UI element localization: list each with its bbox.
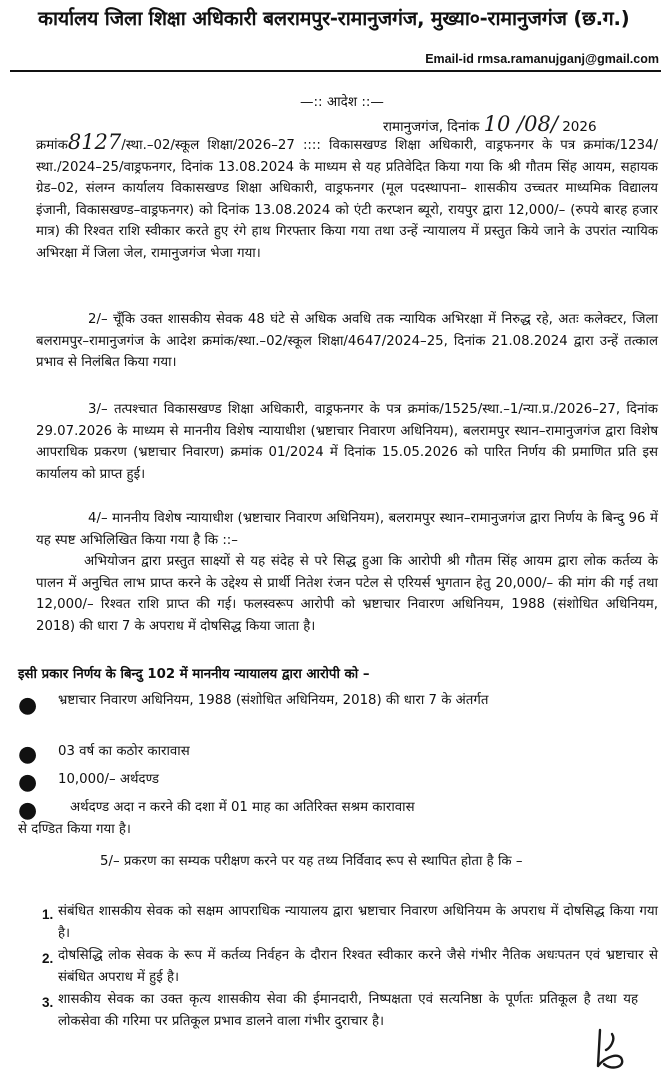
- sentence-item: भ्रष्टाचार निवारण अधिनियम, 1988 (संशोधित अधिनियम, 2018) की धारा 7 के अंतर्गत: [58, 693, 489, 708]
- handwritten-date: 10 /08/: [483, 112, 558, 136]
- item-number: 3.: [42, 995, 54, 1010]
- bullet-icon: ●: [18, 693, 38, 718]
- paragraph-4-quote: अभियोजन द्वारा प्रस्तुत साक्ष्यों से यह संदेह से परे सिद्ध हुआ कि आरोपी श्री गौतम सिंह आयम द्वारा लोक कर्तव्य के पालन में अनुचित लाभ प्राप्त करने के उद्देश्य से प्रार्थी नितेश रंजन पटेल से एरियर्स भुगतान हेतु 20,000/– की मांग की गई तथा 12,000/– रिश्वत राशि प्राप्त की गई। फलस्वरूप आरोपी को भ्रष्टाचार निवारण अधिनियम, 1988 (संशोधित अधिनियम, 2018) की धारा 7 के अपराध में दोषसिद्ध किया जाता है।: [36, 554, 658, 634]
- reference-paragraph: [36, 132, 658, 264]
- sentence-item: 03 वर्ष का कठोर कारावास: [58, 744, 190, 759]
- handwritten-signature: [586, 1026, 636, 1072]
- order-heading: —:: आदेश ::—: [300, 94, 384, 110]
- letterhead-divider: [10, 70, 661, 72]
- sentence-item: अर्थदण्ड अदा न करने की दशा में 01 माह का अतिरिक्त सश्रम कारावास: [70, 800, 415, 815]
- item-number: 1.: [42, 907, 54, 922]
- bullet-icon: ●: [18, 798, 38, 823]
- paragraph-5-intro: 5/– प्रकरण का सम्यक परीक्षण करने पर यह तथ्य निर्विवाद रूप से स्थापित होता है कि –: [100, 854, 523, 869]
- handwritten-ref-number: 8127: [67, 130, 122, 154]
- bullet-icon: ●: [18, 770, 38, 795]
- paragraph-3: 3/– तत्पश्चात विकासखण्ड शिक्षा अधिकारी, वाड्रफनगर के पत्र क्रमांक/1525/स्था.–1/न्या.प्र./2026–27, दिनांक 29.07.2026 के माध्यम से माननीय विशेष न्यायाधीश (भ्रष्टाचार निवारण अधिनियम), बलरामपुर स्थान–रामानुजगंज द्वारा विशेष आपराधिक प्रकरण (भ्रष्टाचार निवारण) क्रमांक 01/2024 में दिनांक 15.05.2026 को पारित निर्णय की प्रमाणित प्रति इस कार्यालय को प्राप्त हुई।: [36, 402, 658, 482]
- letterhead-title: कार्यालय जिला शिक्षा अधिकारी बलरामपुर-रामानुजगंज, मुख्या०-रामानुजगंज (छ.ग.): [38, 7, 630, 30]
- ref-prefix: क्रमांक: [36, 138, 68, 153]
- finding-item: संबंधित शासकीय सेवक को सक्षम आपराधिक न्यायालय द्वारा भ्रष्टाचार निवारण अधिनियम के अपराध में दोषसिद्ध किया गया है।: [58, 904, 658, 941]
- item-number: 2.: [42, 951, 54, 966]
- point-102-heading: इसी प्रकार निर्णय के बिन्दु 102 में माननीय न्यायालय द्वारा आरोपी को –: [18, 667, 370, 682]
- place-date-prefix: रामानुजगंज, दिनांक: [383, 119, 480, 135]
- ref-rest: /स्था.–02/स्कूल शिक्षा/2026–27: [121, 138, 295, 153]
- sentence-item: 10,000/– अर्थदण्ड: [58, 772, 160, 787]
- finding-item: शासकीय सेवक का उक्त कृत्य शासकीय सेवा की ईमानदारी, निष्पक्षता एवं सत्यनिष्ठा के पूर्णतः प्रतिकूल है तथा यह लोकसेवा की गरिमा पर प्रतिकूल प्रभाव डालने वाला गंभीर दुराचार है।: [58, 992, 638, 1029]
- finding-item: दोषसिद्धि लोक सेवक के रूप में कर्तव्य निर्वहन के दौरान रिश्वत स्वीकार करने जैसे गंभीर नैतिक अधःपतन एवं भ्रष्टाचार से संबंधित अपराध में हुई है।: [58, 948, 658, 985]
- ref-paragraph-text: :::: विकासखण्ड शिक्षा अधिकारी, वाड्रफनगर के पत्र क्रमांक/1234/स्था./2024–25/वाड्रफनगर, दिनांक 13.08.2024 के माध्यम से यह प्रतिवेदित किया गया कि श्री गौतम सिंह आयम, सहायक ग्रेड–02, संलग्न कार्यालय विकासखण्ड शिक्षा अधिकारी, वाड्रफनगर (मूल पदस्थापना– शासकीय उच्चतर माध्यमिक विद्यालय इंजानी, विकासखण्ड–वाड्रफनगर) को दिनांक 13.08.2024 को एंटी करप्शन ब्यूरो, रायपुर द्वारा 12,000/– (रुपये बारह हजार मात्र) की रिश्वत राशि स्वीकार करते हुए रंगे हाथ गिरफ्तार किया गया तथा उन्हें न्यायालय में प्रस्तुत किये जाने के उपरांत न्यायिक अभिरक्षा में जिला जेल, रामानुजगंज भेजा गया।: [36, 138, 658, 261]
- letterhead-email: Email-id rmsa.ramanujganj@gmail.com: [425, 52, 659, 66]
- paragraph-2: 2/– चूँकि उक्त शासकीय सेवक 48 घंटे से अधिक अवधि तक न्यायिक अभिरक्षा में निरुद्ध रहे, अतः कलेक्टर, जिला बलरामपुर–रामानुजगंज के आदेश क्रमांक/स्था.–02/स्कूल शिक्षा/4647/2024–25, दिनांक 21.08.2024 द्वारा उन्हें तत्काल प्रभाव से निलंबित किया गया।: [36, 312, 658, 370]
- paragraph-4: 4/– माननीय विशेष न्यायाधीश (भ्रष्टाचार निवारण अधिनियम), बलरामपुर स्थान–रामानुजगंज द्वारा निर्णय के बिन्दु 96 में यह स्पष्ट अभिलिखित किया गया है कि ::–: [36, 511, 658, 548]
- bullet-icon: ●: [18, 742, 38, 767]
- order-year: 2026: [562, 119, 597, 135]
- sentence-tail: से दण्डित किया गया है।: [18, 822, 131, 837]
